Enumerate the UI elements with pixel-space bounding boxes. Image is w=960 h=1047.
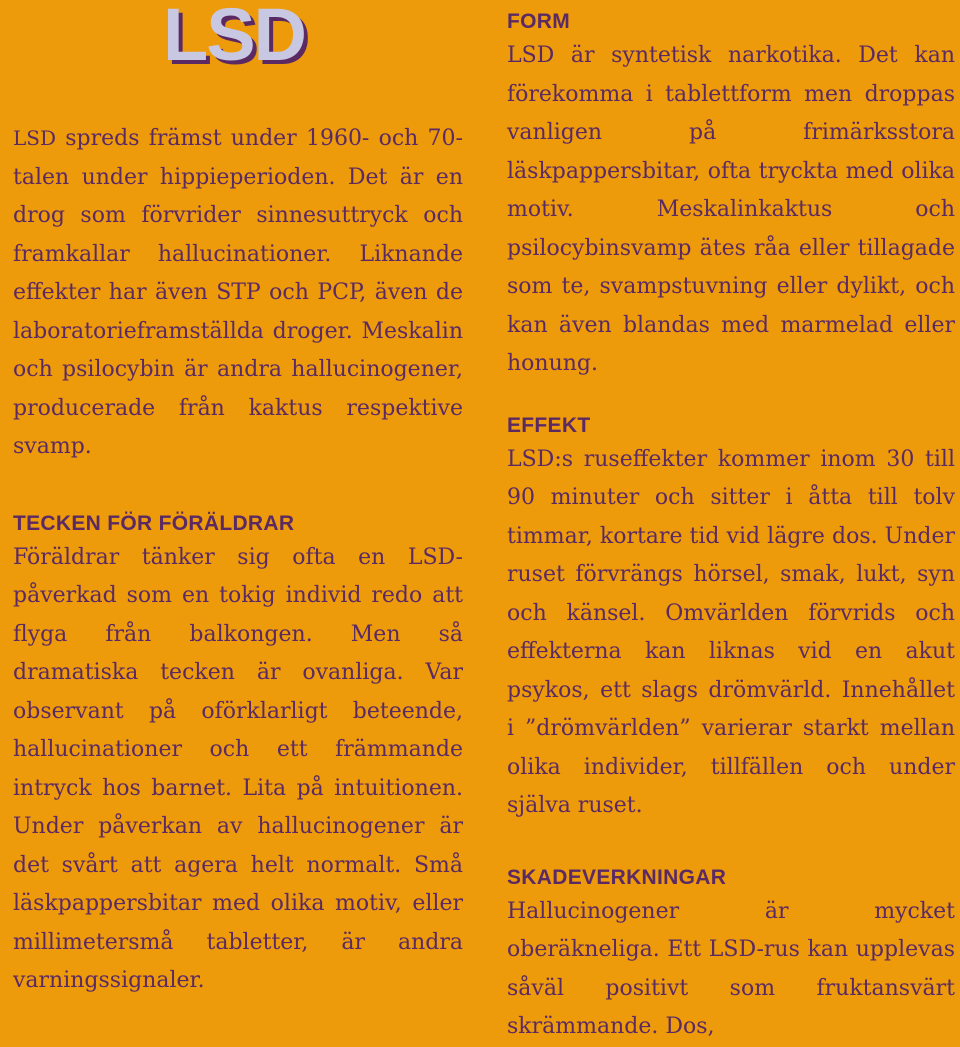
paragraph-skadeverkningar: Hallucinogener är mycket oberäkneliga. Ett LSD-rus kan upplevas såväl positivt som fruktansvärt skrämmande. Dos, <box>507 898 955 1039</box>
paragraph-effekt: LSD:s ruseffekter kommer inom 30 till 90 minuter och sitter i åtta till tolv timmar, kortare tid vid lägre dos. Under ruset förvrängs hörsel, smak, lukt, syn och känsel. Omvärlden förvrids och effekterna kan liknas vid en akut psykos, ett slags drömvärld. Innehållet i ”drömvärlden” varierar starkt mellan olika individer, tillfällen och under själva ruset. <box>507 446 955 818</box>
right-column <box>507 7 955 1047</box>
heading-effekt: EFFEKT <box>507 413 591 437</box>
intro-lead: LSD <box>13 126 57 150</box>
heading-tecken: TECKEN FÖR FÖRÄLDRAR <box>13 511 295 535</box>
paragraph-tecken: Föräldrar tänker sig ofta en LSD-påverkad som en tokig individ redo att flyga från balkongen. Men så dramatiska tecken är ovanliga. Var observant på oförklarligt beteende, hallucinationer och ett främmande intryck hos barnet. Lita på intuitionen. Under påverkan av hallucinogener är det svårt att agera helt normalt. Små läskpappersbitar med olika motiv, eller millimetersmå tabletter, är andra varningssignaler. <box>13 544 463 993</box>
heading-skadeverkningar: SKADEVERKNINGAR <box>507 865 727 889</box>
intro-paragraph <box>13 119 463 467</box>
left-column <box>13 119 463 1001</box>
page-title: LSD <box>163 0 305 76</box>
paragraph-form: LSD är syntetisk narkotika. Det kan förekomma i tablettform men droppas vanligen på frimärksstora läskpappersbitar, ofta tryckta med olika motiv. Meskalinkaktus och psilocybinsvamp ätes råa eller tillagade som te, svampstuvning eller dylikt, och kan även blandas med marmelad eller honung. <box>507 43 955 376</box>
intro-text: spreds främst under 1960- och 70-talen under hippieperioden. Det är en drog som förvrider sinnesuttryck och framkallar hallucinationer. Liknande effekter har även STP och PCP, även de laboratorieframställda droger. Meskalin och psilocybin är andra hallucinogener, producerade från kaktus respektive svamp. <box>13 126 463 459</box>
heading-form: FORM <box>507 10 571 33</box>
